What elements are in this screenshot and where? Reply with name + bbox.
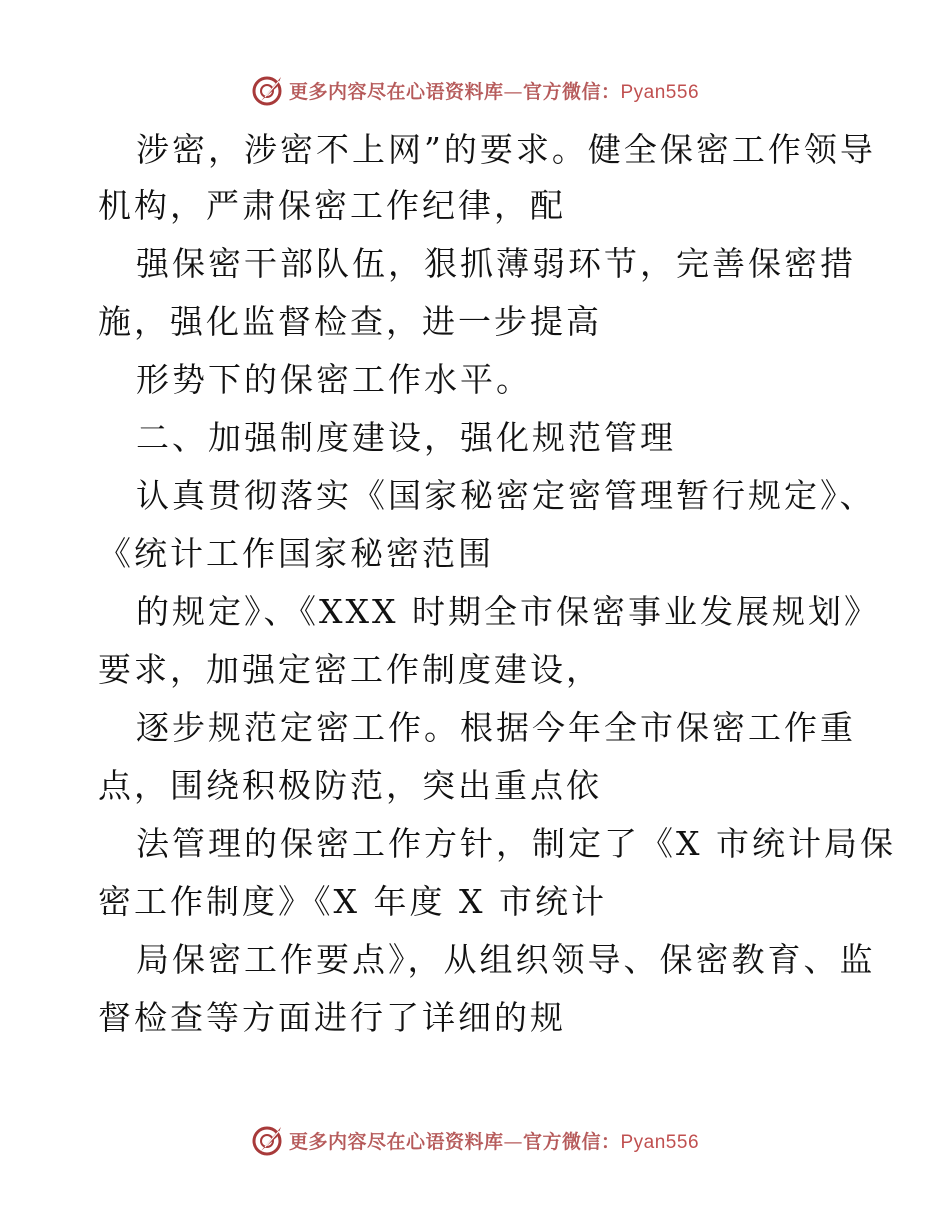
watermark-wechat-label: 官方微信： — [522, 1130, 621, 1153]
text-line: 《统计工作国家秘密范围 — [98, 534, 494, 573]
text-line: 施，强化监督检查，进一步提高 — [98, 302, 602, 341]
text-line: 局保密工作要点》，从组织领导、保密教育、监 — [136, 940, 876, 979]
text-line: 点，围绕积极防范，突出重点依 — [98, 766, 602, 805]
text-line: 涉密，涉密不上网”的要求。健全保密工作领导 — [136, 130, 876, 169]
watermark-account: Pyan556 — [620, 1131, 700, 1153]
watermark-text — [289, 1127, 699, 1154]
watermark-main: 更多内容尽在心语资料库 — [288, 80, 504, 103]
text-line: 法管理的保密工作方针，制定了《X 市统计局保 — [136, 824, 896, 863]
text-line: 密工作制度》《X 年度 X 市统计 — [98, 882, 607, 921]
watermark-main: 更多内容尽在心语资料库 — [288, 1130, 504, 1153]
watermark-dash: — — [503, 80, 523, 103]
text-line: 督检查等方面进行了详细的规 — [98, 998, 566, 1037]
text-line: 强保密干部队伍，狠抓薄弱环节，完善保密措 — [136, 244, 856, 283]
quill-logo-icon — [251, 1123, 285, 1157]
header-watermark — [0, 70, 950, 110]
text-line: 形势下的保密工作水平。 — [136, 360, 532, 399]
quill-logo-icon — [251, 73, 285, 107]
text-line: 的规定》、《XXX 时期全市保密事业发展规划》 — [136, 592, 880, 631]
text-line: 逐步规范定密工作。根据今年全市保密工作重 — [136, 708, 856, 747]
watermark-dash: — — [503, 1130, 523, 1153]
section-heading: 二、加强制度建设，强化规范管理 — [136, 418, 676, 457]
text-line: 机构，严肃保密工作纪律，配 — [98, 186, 566, 225]
footer-watermark — [0, 1120, 950, 1160]
text-line: 要求，加强定密工作制度建设， — [98, 650, 602, 689]
watermark-account: Pyan556 — [620, 81, 700, 103]
watermark-text — [289, 77, 699, 104]
watermark-wechat-label: 官方微信： — [522, 80, 621, 103]
text-line: 认真贯彻落实《国家秘密定密管理暂行规定》、 — [136, 476, 876, 515]
